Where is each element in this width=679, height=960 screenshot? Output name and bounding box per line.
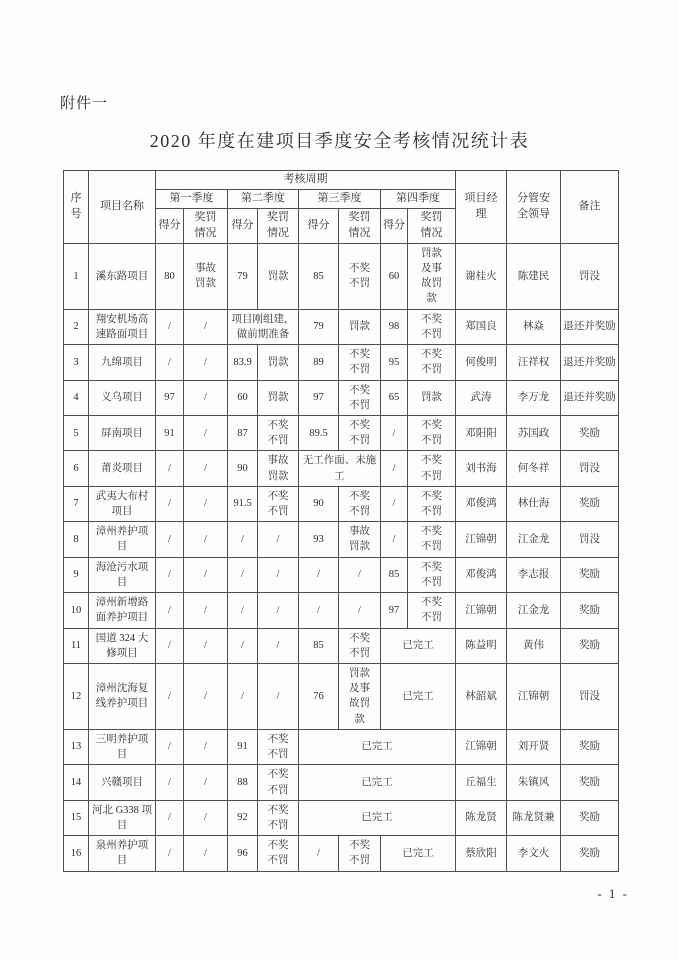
quarter-merged-cell: 已完工 — [381, 664, 456, 730]
table-row — [64, 664, 619, 730]
project-name-cell: 漳州沈海复线养护项目 — [89, 664, 156, 730]
manager-cell: 林韶斌 — [456, 664, 507, 730]
leader-cell: 陈建民 — [507, 243, 561, 309]
quarter-cell: / — [258, 628, 299, 663]
leader-cell: 黄伟 — [507, 628, 561, 663]
quarter-cell: / — [184, 415, 228, 450]
leader-cell: 陈龙贤兼 — [507, 800, 561, 835]
quarter-cell: 85 — [299, 243, 339, 309]
quarter-cell: 97 — [156, 380, 184, 415]
header-project-name: 项目名称 — [89, 171, 156, 244]
quarter-cell: 91 — [156, 415, 184, 450]
project-name-cell: 义乌项目 — [89, 380, 156, 415]
quarter-cell: 不奖不罚 — [408, 486, 456, 521]
quarter-cell: / — [156, 451, 184, 486]
table-row — [64, 729, 619, 764]
page-number: - 1 - — [597, 886, 629, 901]
leader-cell: 汪祥权 — [507, 345, 561, 380]
quarter-cell: / — [228, 557, 258, 592]
quarter-cell: 不奖不罚 — [408, 345, 456, 380]
quarter-cell: 87 — [228, 415, 258, 450]
table-row — [64, 522, 619, 557]
seq-cell: 16 — [64, 836, 89, 871]
quarter-cell: 79 — [228, 243, 258, 309]
leader-cell: 江锦朝 — [507, 664, 561, 730]
leader-cell: 何冬祥 — [507, 451, 561, 486]
quarter-cell: / — [156, 836, 184, 871]
remark-cell: 罚没 — [561, 451, 619, 486]
project-name-cell: 漳州新增路面养护项目 — [89, 593, 156, 628]
quarter-cell: / — [184, 486, 228, 521]
quarter-cell: / — [299, 557, 339, 592]
leader-cell: 李文火 — [507, 836, 561, 871]
manager-cell: 蔡欣阳 — [456, 836, 507, 871]
quarter-cell: / — [184, 628, 228, 663]
leader-cell: 刘开贤 — [507, 729, 561, 764]
quarter-cell: 事故罚款 — [184, 243, 228, 309]
project-name-cell: 武夷大布村项目 — [89, 486, 156, 521]
quarter-cell: 97 — [381, 593, 408, 628]
quarter-cell: / — [228, 664, 258, 730]
quarter-cell: / — [156, 486, 184, 521]
table-row — [64, 486, 619, 521]
quarter-cell: / — [184, 309, 228, 344]
quarter-cell: 98 — [381, 309, 408, 344]
quarter-cell: 不奖不罚 — [258, 836, 299, 871]
quarter-cell: 60 — [228, 380, 258, 415]
manager-cell: 邓阳阳 — [456, 415, 507, 450]
table-row — [64, 836, 619, 871]
remark-cell: 罚没 — [561, 664, 619, 730]
quarter-cell: / — [156, 628, 184, 663]
quarter-cell: / — [156, 664, 184, 730]
quarter-cell: / — [381, 415, 408, 450]
quarter-merged-cell: 已完工 — [381, 836, 456, 871]
quarter-cell: 85 — [381, 557, 408, 592]
quarter-cell: 罚款及事故罚款 — [408, 243, 456, 309]
manager-cell: 丘福生 — [456, 765, 507, 800]
remark-cell: 奖励 — [561, 729, 619, 764]
quarter-cell: / — [184, 800, 228, 835]
header-q3-score: 得分 — [299, 208, 339, 243]
quarter-cell: / — [258, 593, 299, 628]
quarter-cell: / — [184, 522, 228, 557]
quarter-cell: / — [381, 486, 408, 521]
quarter-cell: / — [339, 557, 381, 592]
manager-cell: 谢桂火 — [456, 243, 507, 309]
quarter-merged-cell: 项目刚组建，做前期准备 — [228, 309, 299, 344]
page-title: 2020 年度在建项目季度安全考核情况统计表 — [149, 131, 530, 151]
quarter-cell: 79 — [299, 309, 339, 344]
quarter-cell: / — [156, 800, 184, 835]
leader-cell: 李万龙 — [507, 380, 561, 415]
quarter-cell: 不奖不罚 — [258, 415, 299, 450]
quarter-cell: / — [299, 593, 339, 628]
quarter-cell: 85 — [299, 628, 339, 663]
seq-cell: 3 — [64, 345, 89, 380]
quarter-merged-cell: 已完工 — [299, 800, 456, 835]
project-name-cell: 屏南项目 — [89, 415, 156, 450]
header-q3: 第三季度 — [299, 189, 381, 208]
quarter-cell: 不奖不罚 — [339, 486, 381, 521]
remark-cell: 退还并奖励 — [561, 309, 619, 344]
table-row — [64, 243, 619, 309]
header-q2-score: 得分 — [228, 208, 258, 243]
quarter-cell: 不奖不罚 — [339, 836, 381, 871]
manager-cell: 郑国良 — [456, 309, 507, 344]
header-q4-reward: 奖罚情况 — [408, 208, 456, 243]
manager-cell: 陈益明 — [456, 628, 507, 663]
quarter-cell: 不奖不罚 — [408, 522, 456, 557]
assessment-table — [63, 170, 619, 872]
remark-cell: 奖励 — [561, 415, 619, 450]
remark-cell: 奖励 — [561, 486, 619, 521]
header-q1-reward: 奖罚情况 — [184, 208, 228, 243]
quarter-cell: 89 — [299, 345, 339, 380]
quarter-cell: / — [381, 522, 408, 557]
remark-cell: 奖励 — [561, 628, 619, 663]
manager-cell: 刘书海 — [456, 451, 507, 486]
quarter-merged-cell: 已完工 — [381, 628, 456, 663]
quarter-cell: 不奖不罚 — [339, 380, 381, 415]
seq-cell: 1 — [64, 243, 89, 309]
header-q1-score: 得分 — [156, 208, 184, 243]
leader-cell: 朱镇风 — [507, 765, 561, 800]
project-name-cell: 泉州养护项目 — [89, 836, 156, 871]
quarter-cell: / — [156, 729, 184, 764]
quarter-cell: / — [184, 557, 228, 592]
manager-cell: 邓俊鸿 — [456, 486, 507, 521]
project-name-cell: 翔安机场高速路面项目 — [89, 309, 156, 344]
seq-cell: 6 — [64, 451, 89, 486]
quarter-cell: 不奖不罚 — [339, 628, 381, 663]
quarter-cell: 76 — [299, 664, 339, 730]
quarter-cell: / — [156, 593, 184, 628]
seq-cell: 12 — [64, 664, 89, 730]
header-safety-leader: 分管安全领导 — [507, 171, 561, 244]
quarter-cell: / — [156, 557, 184, 592]
header-project-manager: 项目经理 — [456, 171, 507, 244]
quarter-cell: 60 — [381, 243, 408, 309]
project-name-cell: 海沧污水项目 — [89, 557, 156, 592]
seq-cell: 14 — [64, 765, 89, 800]
quarter-cell: 91.5 — [228, 486, 258, 521]
leader-cell: 江金龙 — [507, 593, 561, 628]
remark-cell: 奖励 — [561, 800, 619, 835]
quarter-cell: 不奖不罚 — [408, 415, 456, 450]
quarter-cell: 90 — [299, 486, 339, 521]
table-body — [64, 243, 619, 871]
table-row — [64, 451, 619, 486]
manager-cell: 邓俊鸿 — [456, 557, 507, 592]
table-header — [64, 171, 619, 244]
quarter-cell: 不奖不罚 — [258, 765, 299, 800]
remark-cell: 奖励 — [561, 593, 619, 628]
quarter-cell: 88 — [228, 765, 258, 800]
quarter-cell: / — [184, 664, 228, 730]
leader-cell: 林仕海 — [507, 486, 561, 521]
quarter-cell: 80 — [156, 243, 184, 309]
quarter-cell: 罚款 — [258, 243, 299, 309]
quarter-cell: 不奖不罚 — [258, 800, 299, 835]
project-name-cell: 三明养护项目 — [89, 729, 156, 764]
table-row — [64, 765, 619, 800]
remark-cell: 罚没 — [561, 522, 619, 557]
table-row — [64, 628, 619, 663]
quarter-cell: 91 — [228, 729, 258, 764]
table-row — [64, 309, 619, 344]
quarter-cell: / — [258, 557, 299, 592]
manager-cell: 江锦朝 — [456, 593, 507, 628]
header-q3-reward: 奖罚情况 — [339, 208, 381, 243]
quarter-cell: 90 — [228, 451, 258, 486]
header-q2-reward: 奖罚情况 — [258, 208, 299, 243]
remark-cell: 奖励 — [561, 557, 619, 592]
quarter-cell: / — [156, 765, 184, 800]
project-name-cell: 溪东路项目 — [89, 243, 156, 309]
quarter-cell: / — [156, 309, 184, 344]
remark-cell: 退还并奖励 — [561, 380, 619, 415]
quarter-cell: 不奖不罚 — [408, 557, 456, 592]
attachment-label: 附件一 — [60, 96, 109, 112]
header-q4: 第四季度 — [381, 189, 456, 208]
quarter-cell: 不奖不罚 — [339, 243, 381, 309]
seq-cell: 2 — [64, 309, 89, 344]
quarter-cell: / — [156, 522, 184, 557]
quarter-cell: 不奖不罚 — [408, 593, 456, 628]
quarter-cell: / — [228, 628, 258, 663]
quarter-cell: 83.9 — [228, 345, 258, 380]
seq-cell: 4 — [64, 380, 89, 415]
quarter-cell: / — [184, 836, 228, 871]
quarter-cell: / — [258, 522, 299, 557]
quarter-cell: / — [228, 593, 258, 628]
seq-cell: 11 — [64, 628, 89, 663]
header-q2: 第二季度 — [228, 189, 299, 208]
quarter-cell: 89.5 — [299, 415, 339, 450]
remark-cell: 罚没 — [561, 243, 619, 309]
header-seq: 序号 — [64, 171, 89, 244]
quarter-merged-cell: 已完工 — [299, 765, 456, 800]
seq-cell: 10 — [64, 593, 89, 628]
table-row — [64, 800, 619, 835]
quarter-cell: 不奖不罚 — [408, 309, 456, 344]
seq-cell: 5 — [64, 415, 89, 450]
seq-cell: 9 — [64, 557, 89, 592]
quarter-cell: 事故罚款 — [258, 451, 299, 486]
quarter-cell: / — [184, 380, 228, 415]
quarter-cell: 罚款 — [258, 380, 299, 415]
quarter-cell: 65 — [381, 380, 408, 415]
leader-cell: 苏国政 — [507, 415, 561, 450]
header-assessment-period: 考核周期 — [156, 171, 456, 190]
quarter-cell: 不奖不罚 — [258, 486, 299, 521]
manager-cell: 江锦朝 — [456, 522, 507, 557]
quarter-cell: / — [184, 593, 228, 628]
quarter-cell: 罚款 — [408, 380, 456, 415]
quarter-cell: / — [184, 345, 228, 380]
project-name-cell: 兴赣项目 — [89, 765, 156, 800]
quarter-cell: 92 — [228, 800, 258, 835]
quarter-cell: 不奖不罚 — [339, 345, 381, 380]
leader-cell: 李志报 — [507, 557, 561, 592]
manager-cell: 陈龙贤 — [456, 800, 507, 835]
quarter-cell: / — [184, 451, 228, 486]
remark-cell: 奖励 — [561, 765, 619, 800]
table-row — [64, 345, 619, 380]
quarter-cell: 罚款 — [258, 345, 299, 380]
table-row — [64, 593, 619, 628]
seq-cell: 8 — [64, 522, 89, 557]
quarter-cell: / — [258, 664, 299, 730]
table-row — [64, 557, 619, 592]
remark-cell: 奖励 — [561, 836, 619, 871]
quarter-cell: 不奖不罚 — [408, 451, 456, 486]
quarter-cell: / — [184, 729, 228, 764]
seq-cell: 15 — [64, 800, 89, 835]
remark-cell: 退还并奖励 — [561, 345, 619, 380]
header-remark: 备注 — [561, 171, 619, 244]
project-name-cell: 莆炎项目 — [89, 451, 156, 486]
quarter-cell: / — [299, 836, 339, 871]
quarter-cell: 96 — [228, 836, 258, 871]
quarter-cell: 93 — [299, 522, 339, 557]
table-row — [64, 380, 619, 415]
quarter-cell: / — [156, 345, 184, 380]
quarter-cell: / — [228, 522, 258, 557]
quarter-merged-cell: 已完工 — [299, 729, 456, 764]
header-q1: 第一季度 — [156, 189, 228, 208]
project-name-cell: 九绵项目 — [89, 345, 156, 380]
project-name-cell: 河北 G338 项目 — [89, 800, 156, 835]
seq-cell: 7 — [64, 486, 89, 521]
header-q4-score: 得分 — [381, 208, 408, 243]
project-name-cell: 国道 324 大修项目 — [89, 628, 156, 663]
manager-cell: 武涛 — [456, 380, 507, 415]
quarter-cell: / — [381, 451, 408, 486]
quarter-merged-cell: 无工作面、未施工 — [299, 451, 381, 486]
quarter-cell: 不奖不罚 — [339, 415, 381, 450]
project-name-cell: 漳州养护项目 — [89, 522, 156, 557]
manager-cell: 江锦朝 — [456, 729, 507, 764]
quarter-cell: / — [339, 593, 381, 628]
leader-cell: 林焱 — [507, 309, 561, 344]
table-row — [64, 415, 619, 450]
leader-cell: 江金龙 — [507, 522, 561, 557]
quarter-cell: 罚款 — [339, 309, 381, 344]
manager-cell: 何俊明 — [456, 345, 507, 380]
quarter-cell: 95 — [381, 345, 408, 380]
seq-cell: 13 — [64, 729, 89, 764]
quarter-cell: 事故罚款 — [339, 522, 381, 557]
quarter-cell: 罚款及事故罚款 — [339, 664, 381, 730]
quarter-cell: / — [184, 765, 228, 800]
quarter-cell: 97 — [299, 380, 339, 415]
quarter-cell: 不奖不罚 — [258, 729, 299, 764]
